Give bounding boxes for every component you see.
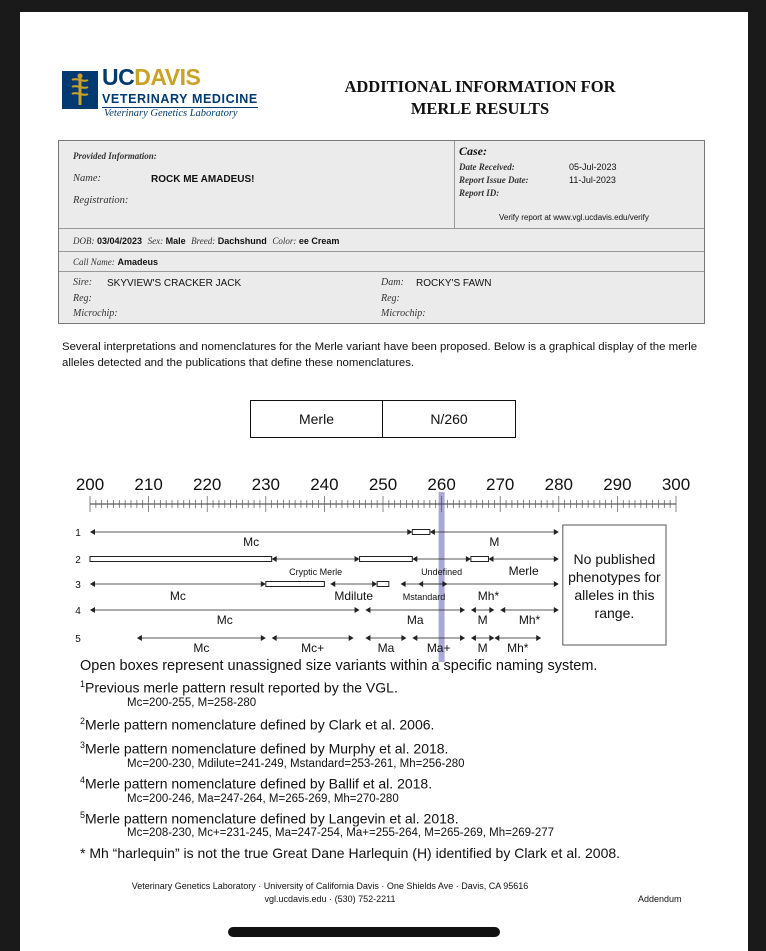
tick-label: 290 — [603, 475, 632, 494]
case-label: Case: — [459, 144, 487, 158]
allele-label: M — [489, 535, 500, 549]
allele-label: Ma — [406, 613, 424, 627]
intro-paragraph: Several interpretations and nomenclatures for the Merle variant have been proposed. Below is a graphical display of the merle alleles detected and the publications that define these nomenclatures. — [62, 341, 698, 369]
sire-microchip-label: Microchip: — [73, 308, 118, 319]
dam-name: ROCKY'S FAWN — [416, 278, 492, 289]
merle-nomenclature-diagram — [20, 452, 748, 662]
allele-label: Merle — [508, 564, 539, 578]
range-arrow-right — [349, 635, 354, 641]
name-label: Name: — [73, 173, 101, 184]
row-number: 5 — [75, 634, 81, 645]
case-divider — [454, 141, 455, 228]
tick-label: 300 — [661, 475, 691, 494]
report-issue-date: 11-Jul-2023 — [569, 175, 616, 185]
footnote-2: $^2$Merle pattern nomenclature defined by Clark et al. 2006. — [80, 715, 435, 733]
footnote-1: $^1$Previous merle pattern result reported by the VGL. — [80, 679, 398, 696]
logo-subtitle: VETERINARY MEDICINE — [102, 92, 258, 106]
footnotes — [80, 656, 720, 862]
range-arrow-right — [489, 607, 494, 613]
allele-label: Mh* — [477, 589, 500, 603]
dog-details-row: DOB: 03/04/2023 Sex: Male Breed: Dachshund Color: ee Cream — [73, 236, 340, 246]
allele-label: Mc+ — [301, 641, 325, 655]
range-arrow-right — [554, 529, 559, 535]
open-boxes-note: Open boxes represent unassigned size variants within a specific naming system. — [80, 658, 598, 674]
open-size-box — [360, 557, 413, 562]
harlequin-note: * Mh “harlequin” is not the true Great Dane Harlequin (H) identified by Clark et al. 2008. — [80, 845, 621, 862]
call-name-row: Call Name: Amadeus — [73, 257, 159, 267]
title-line-2: MERLE RESULTS — [410, 99, 550, 118]
allele-label: M — [477, 641, 488, 655]
range-arrow-left — [471, 607, 476, 613]
footer-contact: vgl.ucdavis.edu · (530) 752-2211 — [264, 894, 396, 904]
divider — [59, 271, 704, 272]
range-arrow-left — [494, 635, 499, 641]
tick-label: 230 — [251, 475, 280, 494]
result-table — [250, 400, 516, 438]
range-arrow-left — [272, 635, 277, 641]
open-size-box — [266, 582, 325, 587]
dog-name: ROCK ME AMADEUS! — [151, 174, 255, 185]
tick-label: 210 — [134, 475, 163, 494]
page-footer — [120, 880, 540, 906]
range-arrow-right — [489, 635, 494, 641]
tick-label: 250 — [368, 475, 398, 494]
title-line-1: ADDITIONAL INFORMATION FOR — [344, 77, 616, 96]
row-number: 4 — [75, 606, 81, 617]
range-arrow-left — [471, 635, 476, 641]
report-page — [20, 12, 748, 951]
report-issue-label: Report Issue Date: — [459, 175, 529, 185]
allele-label: Ma+ — [426, 641, 451, 655]
allele-label: Mh* — [518, 613, 541, 627]
date-received: 05-Jul-2023 — [569, 162, 617, 172]
document-title — [320, 76, 640, 120]
allele-label: Undefined — [421, 567, 463, 577]
range-arrow-left — [412, 556, 417, 562]
sire-reg-label: Reg: — [73, 293, 92, 304]
range-arrow-right — [355, 556, 360, 562]
divider — [59, 228, 704, 229]
footnote-5-detail: Mc=208-230, Mc+=231-245, Ma=247-254, Ma+=255-264, M=265-269, Mh=269-277 — [127, 827, 555, 840]
logo-lab-name: Veterinary Genetics Laboratory — [104, 108, 238, 119]
range-arrow-right — [536, 635, 541, 641]
highlight-band — [439, 492, 445, 662]
range-arrow-right — [554, 607, 559, 613]
row-number: 1 — [75, 528, 81, 539]
range-arrow-left — [401, 581, 406, 587]
range-arrow-left — [500, 607, 505, 613]
footnote-5: $^5$Merle pattern nomenclature defined by Langevin et al. 2018. — [80, 809, 459, 827]
allele-label: Mh* — [507, 641, 529, 655]
footnote-4-detail: Mc=200-246, Ma=247-264, M=265-269, Mh=270-280 — [127, 792, 399, 805]
home-indicator[interactable] — [228, 927, 500, 937]
open-size-box — [412, 530, 430, 535]
range-arrow-right — [407, 529, 412, 535]
sire-name: SKYVIEW'S CRACKER JACK — [107, 278, 242, 289]
allele-label: Ma — [377, 641, 395, 655]
no-data-note-line: phenotypes for — [568, 569, 661, 585]
no-data-note-line: No published — [573, 551, 656, 567]
range-arrow-left — [430, 529, 435, 535]
range-arrow-left — [137, 635, 142, 641]
open-size-box — [377, 582, 389, 587]
registration-label: Registration: — [73, 195, 129, 206]
open-size-box — [90, 557, 272, 562]
range-arrow-right — [355, 607, 360, 613]
tick-label: 260 — [427, 475, 456, 494]
no-data-box — [563, 525, 666, 645]
footer-address: Veterinary Genetics Laboratory · University of California Davis · One Shields Ave · Davis, CA 95616 — [131, 881, 529, 891]
result-locus: Merle — [251, 401, 383, 437]
report-id-label: Report ID: — [459, 188, 500, 198]
allele-label: Mc — [193, 641, 210, 655]
allele-label: M — [477, 613, 488, 627]
no-data-note-line: range. — [594, 605, 635, 621]
row-number: 3 — [75, 580, 81, 591]
range-arrow-left — [365, 607, 370, 613]
sire-label: Sire: — [73, 277, 93, 288]
range-arrow-right — [554, 581, 559, 587]
addendum-label: Addendum — [638, 894, 682, 904]
footnote-3: $^3$Merle pattern nomenclature defined by Murphy et al. 2018. — [80, 740, 449, 757]
range-arrow-right — [460, 635, 465, 641]
result-genotype: N/260 — [430, 411, 468, 427]
range-arrow-right — [261, 635, 266, 641]
no-data-note-line: alleles in this — [574, 587, 655, 603]
footnote-4: $^4$Merle pattern nomenclature defined by Ballif et al. 2018. — [80, 774, 433, 792]
allele-label: Cryptic Merle — [289, 567, 343, 577]
tick-label: 200 — [75, 475, 105, 494]
ucdavis-caduceus-icon — [62, 71, 98, 109]
dam-microchip-label: Microchip: — [381, 308, 426, 319]
tick-label: 240 — [310, 475, 339, 494]
allele-label: Mc — [243, 535, 260, 549]
open-size-box — [471, 557, 489, 562]
range-arrow-right — [401, 635, 406, 641]
allele-label: Mstandard — [402, 592, 446, 602]
range-arrow-left — [330, 581, 335, 587]
allele-label: Mc — [216, 613, 233, 627]
allele-label: Mdilute — [334, 589, 374, 603]
range-arrow-left — [412, 635, 417, 641]
divider — [59, 251, 704, 252]
range-arrow-right — [466, 556, 471, 562]
range-arrow-right — [261, 581, 266, 587]
dog-information-box — [58, 140, 705, 324]
verify-link[interactable]: Verify report at www.vgl.ucdavis.edu/verify — [499, 213, 649, 222]
dam-reg-label: Reg: — [381, 293, 400, 304]
range-arrow-right — [554, 556, 559, 562]
tick-label: 280 — [544, 475, 573, 494]
tick-label: 270 — [486, 475, 515, 494]
row-number: 2 — [75, 555, 81, 566]
footnote-1-detail: Mc=200-255, M=258-280 — [127, 696, 257, 709]
range-arrow-right — [372, 581, 377, 587]
provided-info-label: Provided Information: — [73, 151, 157, 161]
range-arrow-left — [90, 529, 95, 535]
dam-label: Dam: — [381, 277, 404, 288]
range-arrow-left — [272, 556, 277, 562]
date-received-label: Date Received: — [459, 162, 515, 172]
logo-wordmark: UCDAVIS — [102, 64, 201, 90]
range-arrow-right — [460, 607, 465, 613]
range-arrow-left — [418, 581, 423, 587]
tick-label: 220 — [193, 475, 222, 494]
range-arrow-left — [90, 581, 95, 587]
range-arrow-left — [90, 607, 95, 613]
allele-label: Mc — [169, 589, 186, 603]
footnote-3-detail: Mc=200-230, Mdilute=241-249, Mstandard=253-261, Mh=256-280 — [127, 757, 465, 770]
range-arrow-left — [365, 635, 370, 641]
range-arrow-left — [488, 556, 493, 562]
